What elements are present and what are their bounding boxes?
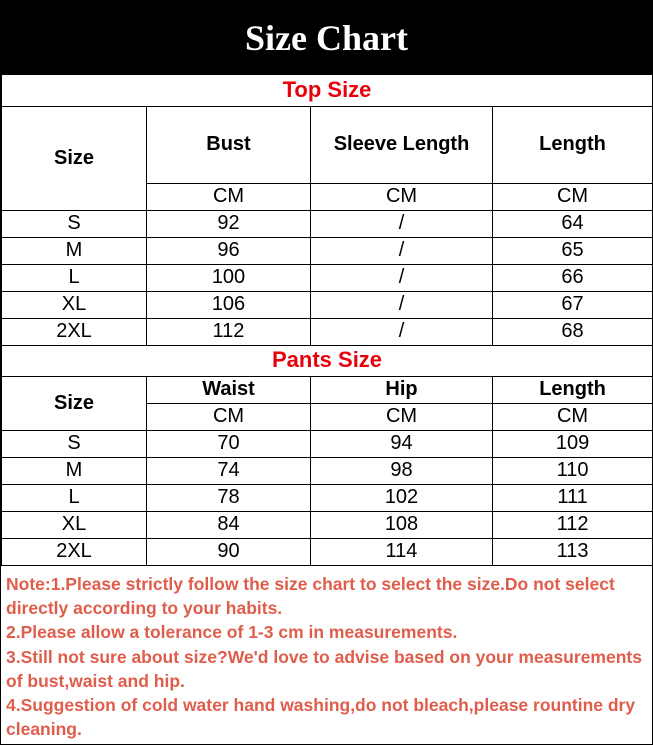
waist-cell: 70 bbox=[147, 430, 311, 457]
note-3: 3.Still not sure about size?We'd love to advise based on your measurements of bust,waist and hip. bbox=[6, 646, 642, 691]
size-cell: M bbox=[2, 457, 147, 484]
sleeve-cell: / bbox=[311, 318, 493, 345]
length-cell: 66 bbox=[493, 264, 653, 291]
top-bust-unit: CM bbox=[147, 183, 311, 210]
length-cell: 65 bbox=[493, 237, 653, 264]
waist-cell: 74 bbox=[147, 457, 311, 484]
hip-cell: 98 bbox=[311, 457, 493, 484]
length-cell: 68 bbox=[493, 318, 653, 345]
bust-cell: 96 bbox=[147, 237, 311, 264]
size-cell: L bbox=[2, 264, 147, 291]
sleeve-cell: / bbox=[311, 291, 493, 318]
sleeve-cell: / bbox=[311, 237, 493, 264]
size-cell: M bbox=[2, 237, 147, 264]
table-row bbox=[2, 457, 653, 484]
length-cell: 113 bbox=[493, 538, 653, 565]
note-2: 2.Please allow a tolerance of 1-3 cm in measurements. bbox=[6, 622, 458, 643]
pants-size-header: Size bbox=[2, 376, 147, 430]
waist-cell: 90 bbox=[147, 538, 311, 565]
table-row bbox=[2, 511, 653, 538]
table-row bbox=[2, 237, 653, 264]
size-chart-frame bbox=[0, 75, 653, 745]
table-row bbox=[2, 484, 653, 511]
length-cell: 110 bbox=[493, 457, 653, 484]
hip-cell: 102 bbox=[311, 484, 493, 511]
table-row bbox=[2, 538, 653, 565]
bust-cell: 112 bbox=[147, 318, 311, 345]
pants-waist-unit: CM bbox=[147, 403, 311, 430]
length-cell: 109 bbox=[493, 430, 653, 457]
top-length-unit: CM bbox=[493, 183, 653, 210]
pants-size-title: Pants Size bbox=[2, 345, 653, 376]
bust-cell: 106 bbox=[147, 291, 311, 318]
pants-hip-header: Hip bbox=[311, 376, 493, 403]
length-cell: 111 bbox=[493, 484, 653, 511]
note-1: Note:1.Please strictly follow the size chart to select the size.Do not select directly according to your habits. bbox=[6, 574, 615, 619]
size-cell: 2XL bbox=[2, 538, 147, 565]
size-cell: XL bbox=[2, 291, 147, 318]
size-cell: 2XL bbox=[2, 318, 147, 345]
length-cell: 112 bbox=[493, 511, 653, 538]
bust-cell: 92 bbox=[147, 210, 311, 237]
waist-cell: 84 bbox=[147, 511, 311, 538]
table-row bbox=[2, 210, 653, 237]
top-size-header: Size bbox=[2, 106, 147, 210]
length-cell: 67 bbox=[493, 291, 653, 318]
hip-cell: 94 bbox=[311, 430, 493, 457]
waist-cell: 78 bbox=[147, 484, 311, 511]
sleeve-cell: / bbox=[311, 264, 493, 291]
size-cell: L bbox=[2, 484, 147, 511]
note-4: 4.Suggestion of cold water hand washing,do not bleach,please rountine dry cleaning. bbox=[6, 695, 636, 740]
table-row bbox=[2, 264, 653, 291]
pants-length-header: Length bbox=[493, 376, 653, 403]
length-cell: 64 bbox=[493, 210, 653, 237]
top-bust-header: Bust bbox=[147, 106, 311, 183]
size-cell: S bbox=[2, 210, 147, 237]
page-title: Size Chart bbox=[0, 0, 653, 75]
hip-cell: 108 bbox=[311, 511, 493, 538]
table-row bbox=[2, 430, 653, 457]
table-row bbox=[2, 291, 653, 318]
sleeve-cell: / bbox=[311, 210, 493, 237]
pants-waist-header: Waist bbox=[147, 376, 311, 403]
top-size-table bbox=[1, 75, 653, 346]
top-length-header: Length bbox=[493, 106, 653, 183]
pants-size-table bbox=[1, 345, 653, 566]
size-cell: S bbox=[2, 430, 147, 457]
top-size-title: Top Size bbox=[2, 75, 653, 106]
hip-cell: 114 bbox=[311, 538, 493, 565]
top-sleeve-length-header: Sleeve Length bbox=[311, 106, 493, 183]
table-row bbox=[2, 318, 653, 345]
bust-cell: 100 bbox=[147, 264, 311, 291]
top-sleeve-unit: CM bbox=[311, 183, 493, 210]
pants-hip-unit: CM bbox=[311, 403, 493, 430]
pants-length-unit: CM bbox=[493, 403, 653, 430]
size-cell: XL bbox=[2, 511, 147, 538]
notes-section bbox=[1, 568, 653, 742]
